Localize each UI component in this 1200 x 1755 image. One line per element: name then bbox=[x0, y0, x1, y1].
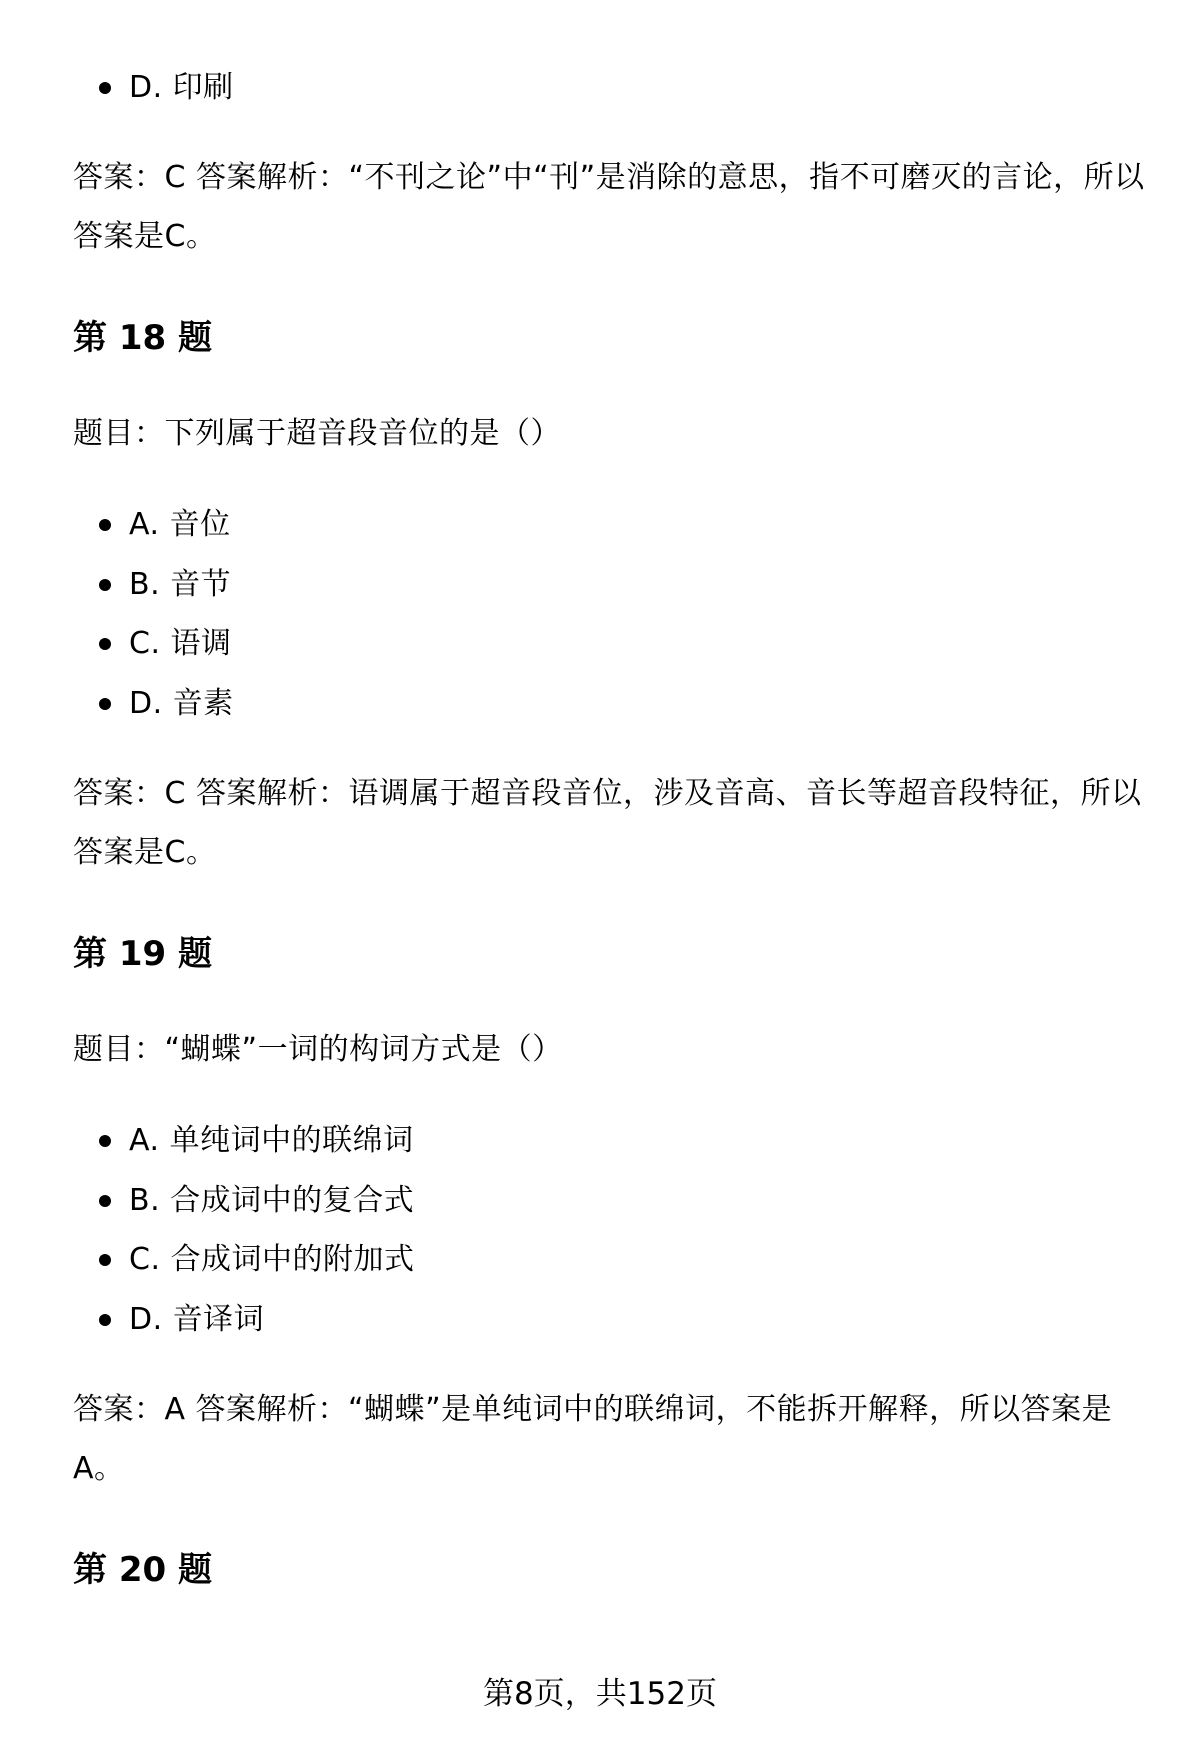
q17-option-d bbox=[73, 58, 1153, 118]
q19-option-b bbox=[73, 1171, 1153, 1231]
bullet-icon bbox=[99, 1195, 111, 1207]
q19-option-d bbox=[73, 1290, 1153, 1350]
q19-options bbox=[73, 1111, 1153, 1349]
option-text: D. 音译词 bbox=[129, 1301, 265, 1337]
q18-answer-block bbox=[73, 764, 1153, 882]
q19-option-a bbox=[73, 1111, 1153, 1171]
bullet-icon bbox=[99, 519, 111, 531]
option-text: B. 合成词中的复合式 bbox=[129, 1182, 415, 1218]
bullet-icon bbox=[99, 638, 111, 650]
q18-option-list bbox=[73, 495, 1153, 733]
bullet-icon bbox=[99, 1254, 111, 1266]
q19-question-block bbox=[73, 1020, 1153, 1079]
option-text: D. 印刷 bbox=[129, 70, 234, 105]
q19-heading: 第 19 题 bbox=[73, 934, 212, 974]
q18-option-b bbox=[73, 555, 1153, 615]
q19-answer: 答案：A 答案解析：“蝴蝶”是单纯词中的联绵词，不能拆开解释，所以答案是A。 bbox=[73, 1392, 1113, 1486]
option-text: A. 音位 bbox=[129, 507, 231, 542]
bullet-icon bbox=[99, 82, 111, 94]
bullet-icon bbox=[99, 1314, 111, 1326]
q19-heading-block bbox=[73, 932, 1153, 976]
q18-heading-block bbox=[73, 316, 1153, 360]
q18-question-block bbox=[73, 404, 1153, 463]
q18-option-c bbox=[73, 614, 1153, 674]
q19-option-c bbox=[73, 1230, 1153, 1290]
page-footer bbox=[0, 1672, 1200, 1716]
option-text: D. 音素 bbox=[129, 685, 234, 721]
option-text: C. 合成词中的附加式 bbox=[129, 1242, 415, 1277]
q17-option-list bbox=[73, 58, 1153, 118]
q19-answer-block bbox=[73, 1380, 1153, 1498]
q18-heading: 第 18 题 bbox=[73, 318, 212, 358]
q18-option-a bbox=[73, 495, 1153, 555]
bullet-icon bbox=[99, 579, 111, 591]
q18-options bbox=[73, 495, 1153, 733]
q19-question: 题目：“蝴蝶”一词的构词方式是（） bbox=[73, 1032, 563, 1067]
bullet-icon bbox=[99, 698, 111, 710]
bullet-icon bbox=[99, 1135, 111, 1147]
q20-heading: 第 20 题 bbox=[73, 1550, 212, 1590]
q17-answer-block bbox=[73, 148, 1153, 266]
q18-question: 题目：下列属于超音段音位的是（） bbox=[73, 416, 561, 451]
option-text: A. 单纯词中的联绵词 bbox=[129, 1123, 414, 1158]
q18-option-d bbox=[73, 674, 1153, 734]
option-text: B. 音节 bbox=[129, 566, 232, 602]
option-text: C. 语调 bbox=[129, 626, 232, 661]
q20-heading-block bbox=[73, 1548, 1153, 1592]
page-number-label: 第8页，共152页 bbox=[483, 1676, 717, 1712]
q17-answer: 答案：C 答案解析：“不刊之论”中“刊”是消除的意思，指不可磨灭的言论，所以答案是C。 bbox=[73, 160, 1145, 254]
q18-answer: 答案：C 答案解析：语调属于超音段音位，涉及音高、音长等超音段特征，所以答案是C。 bbox=[73, 776, 1142, 870]
q17-options bbox=[73, 58, 1153, 118]
q19-option-list bbox=[73, 1111, 1153, 1349]
